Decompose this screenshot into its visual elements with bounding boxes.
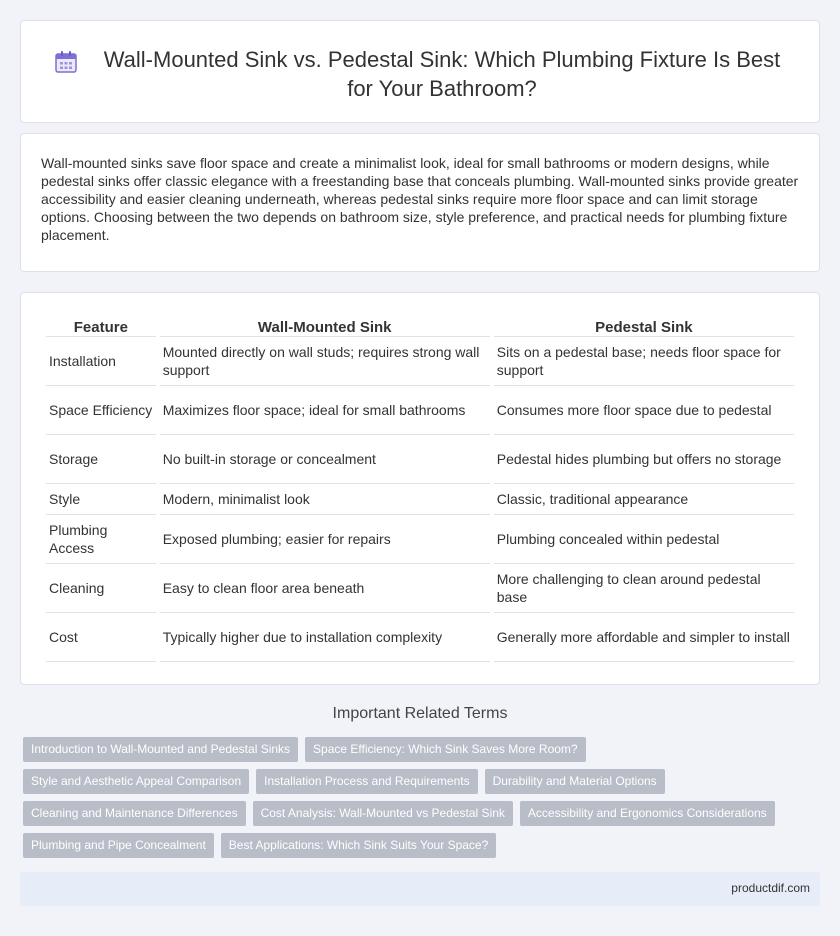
related-term-tag[interactable]: Style and Aesthetic Appeal Comparison — [23, 769, 249, 794]
wall-mounted-cell: Easy to clean floor area beneath — [160, 564, 490, 613]
related-terms-list — [23, 737, 823, 865]
pedestal-cell: Generally more affordable and simpler to install — [494, 613, 794, 662]
related-terms-heading: Important Related Terms — [332, 705, 508, 722]
footer-site-name[interactable]: productdif.com — [731, 881, 810, 895]
related-term-tag[interactable]: Cleaning and Maintenance Differences — [23, 801, 246, 826]
wall-mounted-cell: Exposed plumbing; easier for repairs — [160, 515, 490, 564]
table-row — [46, 337, 794, 386]
pedestal-cell: Pedestal hides plumbing but offers no storage — [494, 435, 794, 484]
wall-mounted-cell: Mounted directly on wall studs; requires strong wall support — [160, 337, 490, 386]
pedestal-cell: Plumbing concealed within pedestal — [494, 515, 794, 564]
feature-cell: Installation — [46, 337, 156, 386]
wall-mounted-cell: No built-in storage or concealment — [160, 435, 490, 484]
table-row — [46, 515, 794, 564]
intro-card — [20, 133, 820, 272]
wall-mounted-cell: Typically higher due to installation complexity — [160, 613, 490, 662]
table-row — [46, 613, 794, 662]
footer — [20, 872, 820, 906]
pedestal-cell: More challenging to clean around pedestal base — [494, 564, 794, 613]
related-term-tag[interactable]: Cost Analysis: Wall-Mounted vs Pedestal Sink — [253, 801, 513, 826]
comparison-table — [42, 315, 798, 662]
related-term-tag[interactable]: Plumbing and Pipe Concealment — [23, 833, 214, 858]
related-term-tag[interactable]: Accessibility and Ergonomics Considerations — [520, 801, 775, 826]
feature-cell: Storage — [46, 435, 156, 484]
page-title: Wall-Mounted Sink vs. Pedestal Sink: Which Plumbing Fixture Is Best for Your Bathroom? — [103, 47, 781, 101]
header-pedestal: Pedestal Sink — [494, 315, 794, 337]
related-term-tag[interactable]: Durability and Material Options — [485, 769, 665, 794]
header-wall-mounted: Wall-Mounted Sink — [160, 315, 490, 337]
intro-paragraph: Wall-mounted sinks save floor space and create a minimalist look, ideal for small bathrooms or modern designs, while pedestal sinks offer classic elegance with a freestanding base that conceals plumbing. Wall-mounted sinks provide greater accessibility and easier cleaning underneath, whereas pedestal sinks require more floor space and can limit storage options. Choosing between the two depends on bathroom size, style preference, and practical needs for plumbing fixture placement. — [41, 155, 799, 243]
feature-cell: Style — [46, 484, 156, 515]
calendar-icon — [53, 49, 79, 75]
related-term-tag[interactable]: Introduction to Wall-Mounted and Pedestal Sinks — [23, 737, 298, 762]
related-term-tag[interactable]: Best Applications: Which Sink Suits Your Space? — [221, 833, 496, 858]
pedestal-cell: Consumes more floor space due to pedestal — [494, 386, 794, 435]
table-row — [46, 386, 794, 435]
pedestal-cell: Sits on a pedestal base; needs floor space for support — [494, 337, 794, 386]
pedestal-cell: Classic, traditional appearance — [494, 484, 794, 515]
feature-cell: Cost — [46, 613, 156, 662]
wall-mounted-cell: Maximizes floor space; ideal for small bathrooms — [160, 386, 490, 435]
table-row — [46, 435, 794, 484]
table-header-row — [46, 315, 794, 337]
table-row — [46, 564, 794, 613]
related-term-tag[interactable]: Space Efficiency: Which Sink Saves More Room? — [305, 737, 586, 762]
feature-cell: Plumbing Access — [46, 515, 156, 564]
comparison-table-card — [20, 292, 820, 685]
title-card — [20, 20, 820, 123]
related-term-tag[interactable]: Installation Process and Requirements — [256, 769, 477, 794]
header-feature: Feature — [46, 315, 156, 337]
table-row — [46, 484, 794, 515]
feature-cell: Space Efficiency — [46, 386, 156, 435]
feature-cell: Cleaning — [46, 564, 156, 613]
wall-mounted-cell: Modern, minimalist look — [160, 484, 490, 515]
